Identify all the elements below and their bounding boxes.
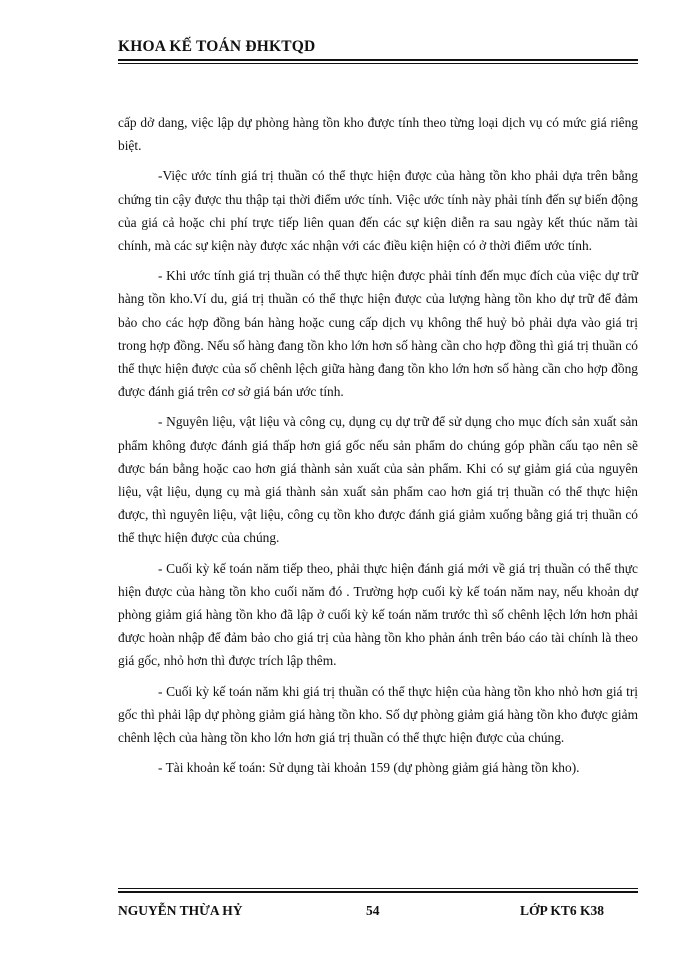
paragraph-estimate-basis: -Việc ước tính giá trị thuần có thể thực hiện được của hàng tồn kho phải dựa trên bằng chứng tin cậy được thu thập tại thời điểm ước tính. Việc ước tính này phải tính đến sự biến động của giá cả hoặc chi phí trực tiếp liên quan đến các sự kiện diễn ra sau ngày kết thúc năm tài chính, mà các sự kiện này được xác nhận với các điều kiện hiện có ở thời điểm ước tính. [118,168,638,254]
header-rule [118,59,638,61]
footer-rule [118,891,638,893]
footer-rule-thin [118,888,638,889]
page-number: 54 [366,903,380,918]
page-header-title: KHOA KẾ TOÁN ĐHKTQD [118,38,316,55]
paragraph-materials: - Nguyên liệu, vật liệu và công cụ, dụng cụ dự trữ để sử dụng cho mục đích sản xuất sản phẩm không được đánh giá thấp hơn giá gốc nếu sản phẩm do chúng góp phần cấu tạo nên sẽ được bán bằng hoặc cao hơn giá thành sản xuất của sản phẩm. Khi có sự giảm giá của nguyên liệu, vật liệu, dụng cụ mà giá thành sản xuất sản phẩm cao hơn giá trị thuần có thể thực hiện được, thì nguyên liệu, vật liệu, công cụ tồn kho được đánh giá giảm xuống bằng giá trị thuần có thể thực hiện được của chúng. [118,414,638,546]
paragraph-provision: - Cuối kỳ kế toán năm khi giá trị thuần có thể thực hiện của hàng tồn kho nhỏ hơn giá trị gốc thì phải lập dự phòng giảm giá hàng tồn kho. Số dự phòng giảm giá hàng tồn kho được giảm chênh lệch của hàng tồn kho lớn hơn giá trị thuần có thể thực hiện được của chúng. [118,683,638,746]
paragraph-purpose: - Khi ước tính giá trị thuần có thể thực hiện được phải tính đến mục đích của việc dự trữ hàng tồn kho.Ví du, giá trị thuần có thể thực hiện được của lượng hàng tồn kho dự trữ để đảm bảo cho các hợp đồng bán hàng hoặc cung cấp dịch vụ không thể huỷ bỏ phải dựa vào giá trị trong hợp đồng. Nếu số hàng đang tồn kho lớn hơn số hàng cần cho hợp đồng thì giá trị thuần có thể thực hiện được của số chênh lệch giữa hàng đang tồn kho lớn hơn số hàng cần cho hợp đồng được đánh giá trên cơ sở giá bán ước tính. [118,268,638,400]
paragraph-next-period: - Cuối kỳ kế toán năm tiếp theo, phải thực hiện đánh giá mới về giá trị thuần có thể thực hiện được của hàng tồn kho cuối năm đó . Trường hợp cuối kỳ kế toán năm nay, nếu khoản dự phòng giảm giá hàng tồn kho đã lập ở cuối kỳ kế toán năm trước thì số chênh lệch lớn hơn phải được hoàn nhập để đảm bảo cho giá trị của hàng tồn kho phản ánh trên báo cáo tài chính là theo giá gốc, nhỏ hơn thì được trích lập thêm. [118,560,638,669]
paragraph-account: - Tài khoản kế toán: Sử dụng tài khoản 159 (dự phòng giảm giá hàng tồn kho). [158,760,580,776]
footer-class: LỚP KT6 K38 [520,903,605,918]
header-rule-thin [118,63,638,64]
document-body [118,111,638,786]
footer-author: NGUYỄN THỪA HỶ [118,903,243,918]
paragraph-continuation: cấp dở dang, việc lập dự phòng hàng tồn kho được tính theo từng loại dịch vụ có mức giá riêng biệt. [118,115,638,154]
